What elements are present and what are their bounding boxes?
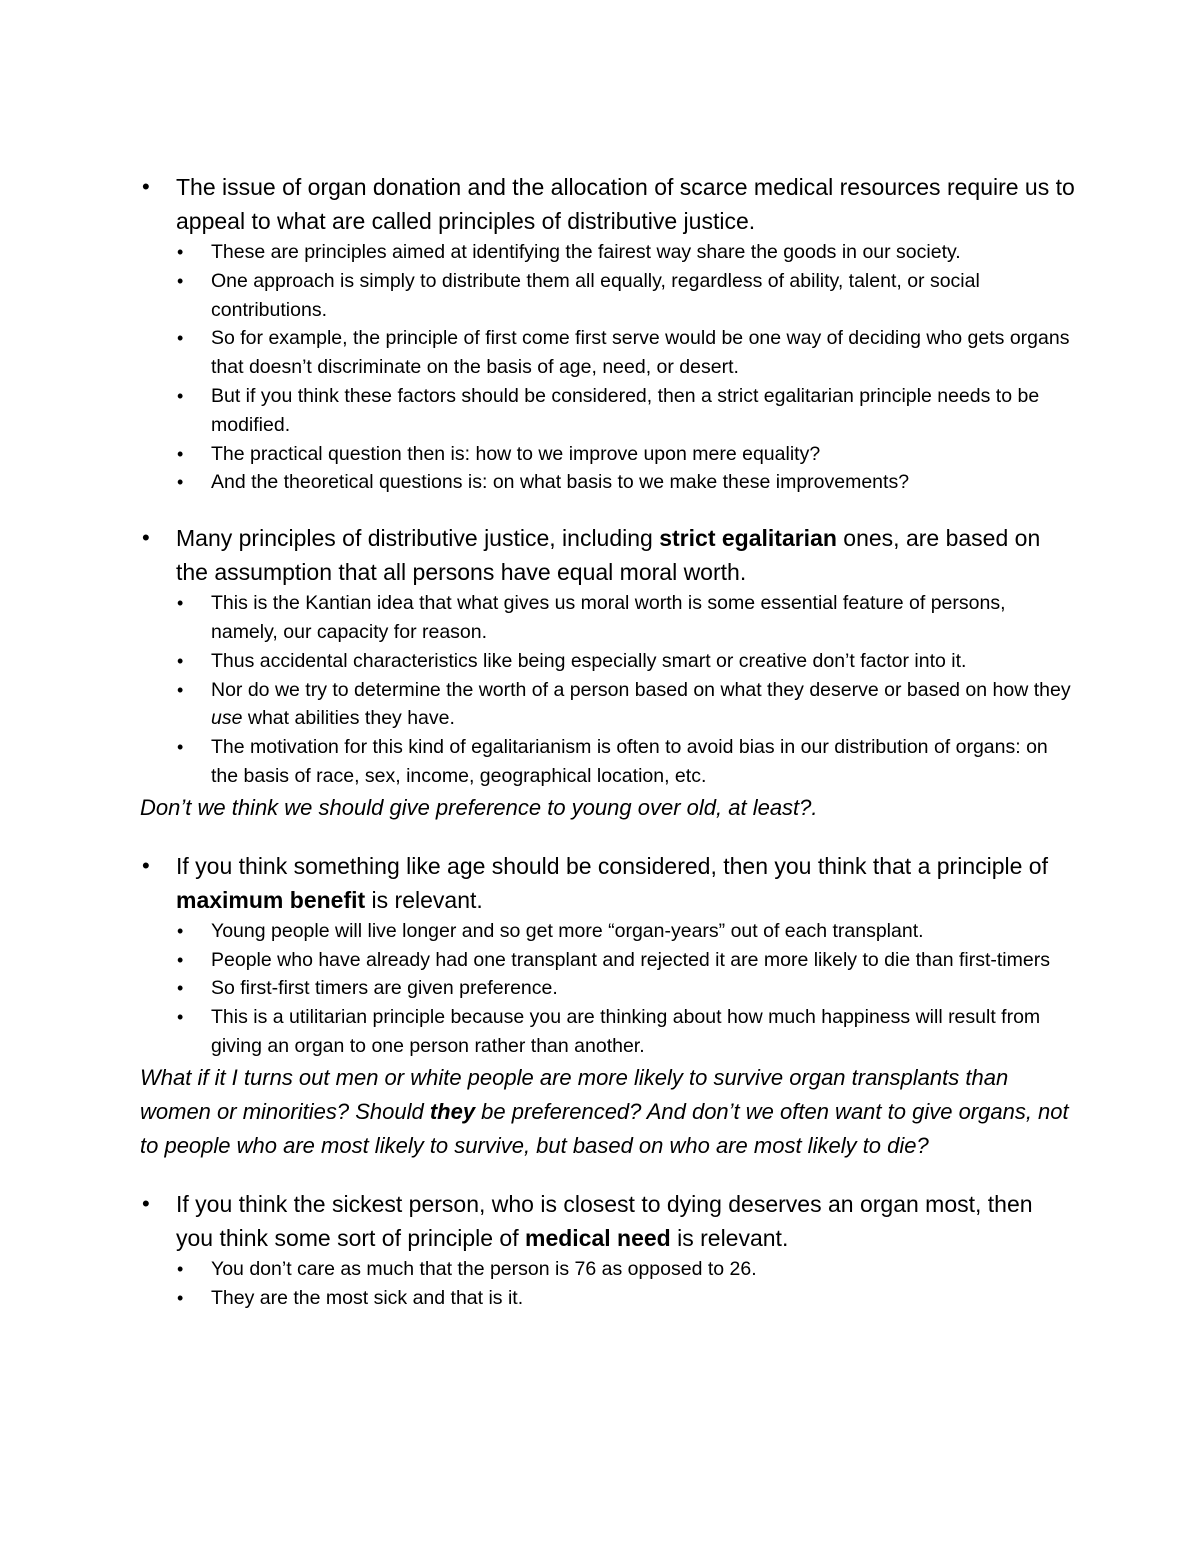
section-medical-need — [0, 1187, 1200, 1313]
sub-bullet: • This is a utilitarian principle because you are thinking about how much happiness will result from giving an organ to one person rather than another. — [211, 1003, 1071, 1061]
sub-bullet: • One approach is simply to distribute them all equally, regardless of ability, talent, or social contributions. — [211, 267, 1071, 325]
sub-bullet: • They are the most sick and that is it. — [211, 1284, 1071, 1313]
sub-bullet: • So for example, the principle of first come first serve would be one way of deciding who gets organs that doesn’t discriminate on the basis of age, need, or desert. — [211, 324, 1071, 382]
emphasis-they: they — [429, 1098, 476, 1124]
main-bullet: • If you think the sickest person, who is closest to dying deserves an organ most, then you think some sort of principle of medical need is relevant. — [176, 1187, 1076, 1255]
term-maximum-benefit: maximum benefit — [176, 886, 366, 913]
sub-bullet: • People who have already had one transplant and rejected it are more likely to die than first-timers — [211, 946, 1071, 975]
sub-bullet: • Nor do we try to determine the worth of a person based on what they deserve or based on how they use what abilities they have. — [211, 676, 1071, 734]
document-body — [0, 170, 1200, 1312]
term-medical-need: medical need — [525, 1224, 671, 1251]
sub-bullet: • These are principles aimed at identifying the fairest way share the goods in our society. — [211, 238, 1071, 267]
sub-bullet: • And the theoretical questions is: on what basis to we make these improvements? — [211, 468, 1071, 497]
section-distributive-justice — [0, 170, 1200, 497]
main-bullet: • Many principles of distributive justice, including strict egalitarian ones, are based on the assumption that all persons have equal moral worth. — [176, 521, 1076, 589]
sub-bullet: • Thus accidental characteristics like being especially smart or creative don’t factor into it. — [211, 647, 1071, 676]
sub-bullet: • This is the Kantian idea that what gives us moral worth is some essential feature of persons, namely, our capacity for reason. — [211, 589, 1071, 647]
italic-question: What if it I turns out men or white people are more likely to survive organ transplants than women or minorities? Should they be preferenced? And don’t we often want to give organs, not to people who are most likely to survive, but based on who are most likely to die? — [140, 1064, 1069, 1158]
term-strict-egalitarian: strict egalitarian — [659, 525, 837, 552]
sub-bullet: • The practical question then is: how to we improve upon mere equality? — [211, 440, 1071, 469]
italic-question: Don’t we think we should give preference to young over old, at least?. — [140, 794, 818, 820]
section-maximum-benefit — [0, 849, 1200, 1163]
sub-bullet: • Young people will live longer and so get more “organ-years” out of each transplant. — [211, 917, 1071, 946]
sub-bullet: • But if you think these factors should be considered, then a strict egalitarian principle needs to be modified. — [211, 382, 1071, 440]
main-bullet: • The issue of organ donation and the allocation of scarce medical resources require us to appeal to what are called principles of distributive justice. — [176, 170, 1076, 238]
sub-bullet: • So first-first timers are given preference. — [211, 974, 1071, 1003]
section-strict-egalitarian — [0, 521, 1200, 825]
sub-bullet: • You don’t care as much that the person is 76 as opposed to 26. — [211, 1255, 1071, 1284]
main-bullet: • If you think something like age should be considered, then you think that a principle of maximum benefit is relevant. — [176, 849, 1076, 917]
sub-bullet: • The motivation for this kind of egalitarianism is often to avoid bias in our distribution of organs: on the basis of race, sex, income, geographical location, etc. — [211, 733, 1071, 791]
